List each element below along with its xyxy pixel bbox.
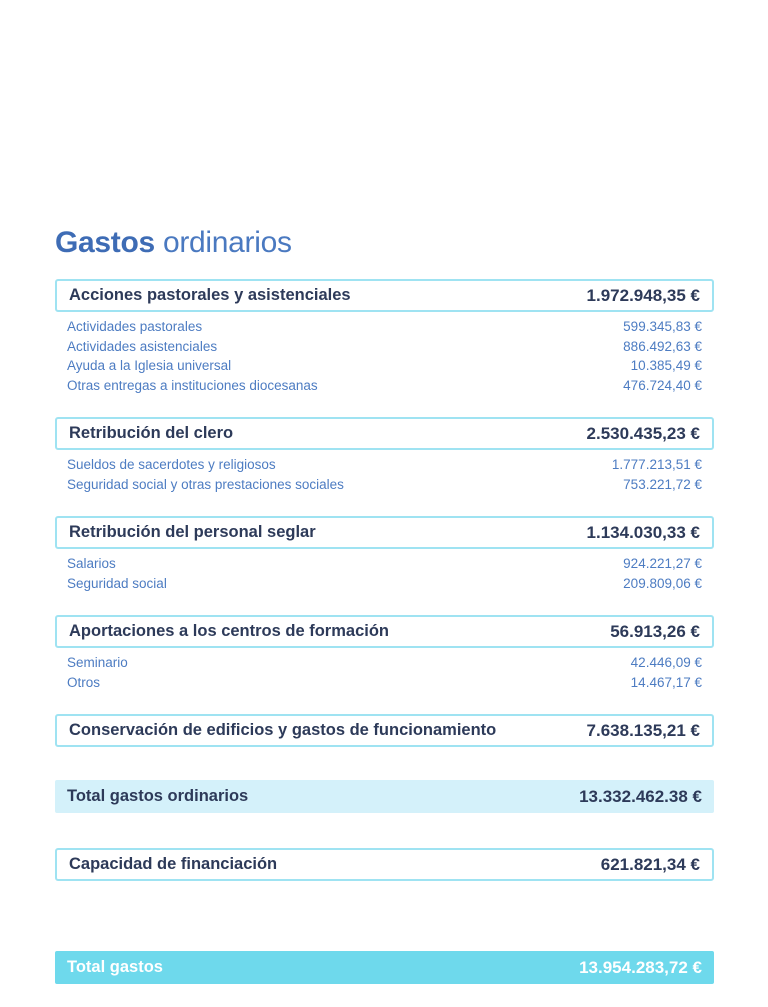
page-title <box>55 226 714 259</box>
expense-section <box>55 615 714 692</box>
item-value: 1.777.213,51 € <box>611 457 702 472</box>
section-item-list <box>55 455 714 494</box>
section-label: Retribución del personal seglar <box>69 523 316 541</box>
item-value: 10.385,49 € <box>630 358 702 373</box>
page-title-light: ordinarios <box>162 226 292 259</box>
total-ordinarios-row <box>55 780 714 813</box>
item-value: 14.467,17 € <box>630 674 702 690</box>
page-title-space <box>155 226 163 259</box>
section-label: Aportaciones a los centros de formación <box>69 622 389 640</box>
total-gastos-label: Total gastos <box>67 958 163 976</box>
expense-section <box>55 516 714 593</box>
capacidad-value: 621.821,34 € <box>600 854 700 874</box>
item-label: Seminario <box>67 655 128 670</box>
total-gastos-value: 13.954.283,72 € <box>579 957 702 977</box>
section-total-value: 1.972.948,35 € <box>586 285 700 305</box>
expense-section <box>55 714 714 747</box>
list-item <box>55 317 714 337</box>
section-header-row <box>55 417 714 450</box>
total-gastos-row <box>55 951 714 984</box>
list-item <box>55 376 714 396</box>
list-item <box>55 574 714 594</box>
item-value: 924.221,27 € <box>623 556 702 571</box>
section-item-list <box>55 317 714 395</box>
item-value: 42.446,09 € <box>630 655 702 670</box>
section-label: Conservación de edificios y gastos de funcionamiento <box>69 721 497 739</box>
item-label: Otros <box>67 674 101 690</box>
section-item-list <box>55 653 714 692</box>
section-total-value: 2.530.435,23 € <box>586 423 700 443</box>
item-label: Otras entregas a instituciones diocesanas <box>67 377 318 393</box>
sections <box>55 279 714 747</box>
item-value: 476.724,40 € <box>623 377 702 393</box>
item-value: 753.221,72 € <box>623 476 702 492</box>
page-title-bold: Gastos <box>55 226 155 259</box>
section-total-value: 56.913,26 € <box>610 621 700 641</box>
total-ordinarios-value: 13.332.462.38 € <box>579 786 702 806</box>
section-header-row <box>55 516 714 549</box>
section-header-row <box>55 279 714 312</box>
list-item <box>55 337 714 357</box>
item-value: 886.492,63 € <box>623 338 702 354</box>
section-total-value: 7.638.135,21 € <box>586 720 700 740</box>
section-header-row <box>55 615 714 648</box>
list-item <box>55 554 714 574</box>
item-value: 599.345,83 € <box>623 319 702 334</box>
total-ordinarios-label: Total gastos ordinarios <box>67 787 249 805</box>
list-item <box>55 475 714 495</box>
item-label: Ayuda a la Iglesia universal <box>67 358 232 373</box>
list-item <box>55 356 714 376</box>
section-label: Acciones pastorales y asistenciales <box>69 286 351 304</box>
list-item <box>55 455 714 475</box>
item-label: Sueldos de sacerdotes y religiosos <box>67 457 276 472</box>
expenses-report <box>55 226 714 984</box>
item-label: Seguridad social y otras prestaciones sociales <box>67 476 344 492</box>
section-total-value: 1.134.030,33 € <box>586 522 700 542</box>
capacidad-financiacion-row <box>55 848 714 881</box>
item-label: Actividades pastorales <box>67 319 203 334</box>
expense-section <box>55 279 714 395</box>
item-value: 209.809,06 € <box>623 575 702 591</box>
list-item <box>55 673 714 693</box>
section-header-row <box>55 714 714 747</box>
section-label: Retribución del clero <box>69 424 234 442</box>
item-label: Salarios <box>67 556 116 571</box>
item-label: Seguridad social <box>67 575 167 591</box>
list-item <box>55 653 714 673</box>
capacidad-label: Capacidad de financiación <box>69 855 278 873</box>
item-label: Actividades asistenciales <box>67 338 218 354</box>
section-item-list <box>55 554 714 593</box>
expense-section <box>55 417 714 494</box>
